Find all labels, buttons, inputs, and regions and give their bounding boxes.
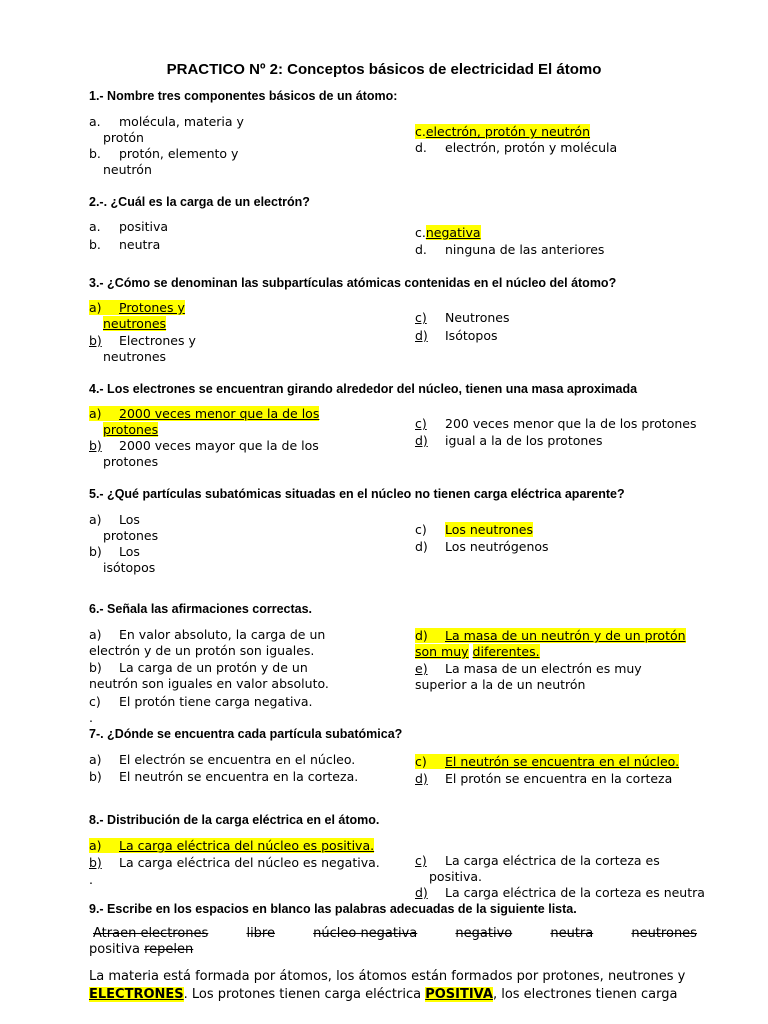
question-6: 6.- Señala las afirmaciones correctas. bbox=[89, 602, 313, 616]
q1-option-b: b. protón, elemento y neutrón bbox=[89, 146, 239, 177]
word-item: repelen bbox=[144, 942, 194, 957]
word-item: Atraen electrones bbox=[93, 926, 209, 941]
filled-blank: ELECTRONES bbox=[89, 987, 184, 1002]
question-5: 5.- ¿Qué partículas subatómicas situadas en el núcleo no tienen carga eléctrica aparente? bbox=[89, 487, 625, 501]
q2-option-a: a. positiva bbox=[89, 219, 168, 234]
q8-option-c: c) La carga eléctrica de la corteza es positiva. bbox=[415, 853, 660, 884]
q4-option-d: d) igual a la de los protones bbox=[415, 433, 603, 448]
word-item: positiva bbox=[89, 942, 140, 957]
q2-option-d: d. ninguna de las anteriores bbox=[415, 242, 605, 257]
q5-option-a: a) Los protones bbox=[89, 512, 159, 543]
question-3: 3.- ¿Cómo se denominan las subpartículas atómicas contenidas en el núcleo del átomo? bbox=[89, 276, 617, 290]
question-4: 4.- Los electrones se encuentran girando alrededor del núcleo, tienen una masa aproximada bbox=[89, 382, 638, 396]
question-7: 7-. ¿Dónde se encuentra cada partícula subatómica? bbox=[89, 727, 403, 741]
question-2: 2.-. ¿Cuál es la carga de un electrón? bbox=[89, 195, 310, 209]
q5-option-d: d) Los neutrógenos bbox=[415, 539, 549, 554]
q2-option-b: b. neutra bbox=[89, 237, 161, 252]
q8-option-a: a) La carga eléctrica del núcleo es positiva. bbox=[89, 838, 375, 853]
q4-option-c: c) 200 veces menor que la de los protones bbox=[415, 416, 697, 431]
question-9: 9.- Escribe en los espacios en blanco las palabras adecuadas de la siguiente lista. bbox=[89, 902, 577, 916]
q7-option-d: d) El protón se encuentra en la corteza bbox=[415, 771, 673, 786]
word-item: libre bbox=[246, 926, 275, 941]
word-list bbox=[89, 926, 697, 958]
q6-option-e: e) La masa de un electrón es muy superior a la de un neutrón bbox=[415, 661, 642, 692]
q6-option-c: c) El protón tiene carga negativa. bbox=[89, 694, 313, 709]
q2-option-c: c.negativa bbox=[415, 225, 481, 240]
q4-option-b: b) 2000 veces mayor que la de los protones bbox=[89, 438, 319, 469]
q4-option-a: a) 2000 veces menor que la de los protones bbox=[89, 406, 320, 437]
q6-option-a: a) En valor absoluto, la carga de un electrón y de un protón son iguales. bbox=[89, 627, 326, 658]
fill-in-paragraph: La materia está formada por átomos, los átomos están formados por protones, neutrones y ELECTRONES. Los protones tienen carga eléctrica POSITIVA, los electrones tienen carga bbox=[89, 969, 686, 1002]
q7-option-b: b) El neutrón se encuentra en la corteza. bbox=[89, 769, 359, 784]
question-1: 1.- Nombre tres componentes básicos de un átomo: bbox=[89, 89, 398, 103]
q3-option-c: c) Neutrones bbox=[415, 310, 510, 325]
q8-option-b: b) La carga eléctrica del núcleo es negativa. bbox=[89, 855, 380, 870]
q6-option-d: d) La masa de un neutrón y de un protón son muy diferentes. bbox=[415, 628, 686, 659]
word-item: núcleo negativa bbox=[313, 926, 418, 941]
q8-option-d: d) La carga eléctrica de la corteza es neutra bbox=[415, 885, 705, 900]
q5-option-c: c) Los neutrones bbox=[415, 522, 533, 537]
q1-option-c: c.electrón, protón y neutrón bbox=[415, 124, 591, 139]
question-8: 8.- Distribución de la carga eléctrica en el átomo. bbox=[89, 813, 380, 827]
word-list-line-1 bbox=[89, 926, 697, 942]
filled-blank: POSITIVA bbox=[425, 987, 493, 1002]
q8-dot: . bbox=[89, 872, 93, 887]
word-item: negativo bbox=[455, 926, 513, 941]
q6-dot: . bbox=[89, 710, 93, 725]
q1-option-a: a. molécula, materia y protón bbox=[89, 114, 244, 145]
q3-option-a: a) Protones y neutrones bbox=[89, 300, 185, 331]
word-item: neutra bbox=[550, 926, 594, 941]
q7-option-c: c) El neutrón se encuentra en el núcleo. bbox=[415, 754, 680, 769]
word-list-line-2 bbox=[89, 942, 697, 958]
q6-option-b: b) La carga de un protón y de un neutrón son iguales en valor absoluto. bbox=[89, 660, 329, 691]
q1-option-d: d. electrón, protón y molécula bbox=[415, 140, 618, 155]
page-title: PRACTICO Nº 2: Conceptos básicos de electricidad El átomo bbox=[166, 61, 602, 78]
q7-option-a: a) El electrón se encuentra en el núcleo. bbox=[89, 752, 356, 767]
q5-option-b: b) Los isótopos bbox=[89, 544, 156, 575]
q3-option-d: d) Isótopos bbox=[415, 328, 498, 343]
q3-option-b: b) Electrones y neutrones bbox=[89, 333, 196, 364]
word-item: neutrones bbox=[631, 926, 697, 941]
